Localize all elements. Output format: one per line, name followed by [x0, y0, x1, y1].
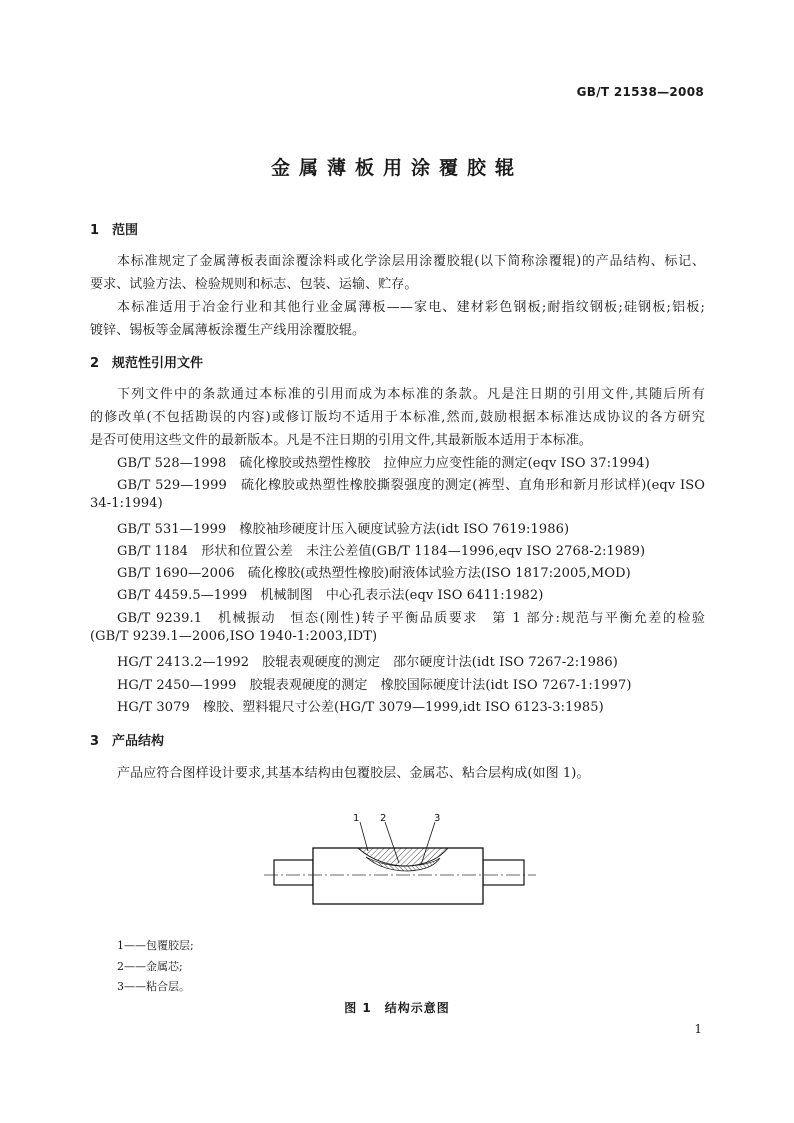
section-title: 范围 [112, 223, 139, 238]
s2-paragraph-line1: 下列文件中的条款通过本标准的引用而成为本标准的条款。凡是注日期的引用文件,其随后所有 [117, 387, 705, 402]
legend-item-2: 2——金属芯; [117, 960, 183, 973]
reference-item: HG/T 2450—1999 胶辊表观硬度的测定 橡胶国际硬度计法(idt ISO 7267-1:1997) [117, 678, 632, 693]
section-3-heading [90, 730, 164, 749]
legend-item-1: 1——包覆胶层; [117, 939, 194, 952]
s1-paragraph2-line2: 镀锌、锡板等金属薄板涂覆生产线用涂覆胶辊。 [90, 323, 366, 338]
reference-item: HG/T 3079 橡胶、塑料辊尺寸公差(HG/T 3079—1999,idt ISO 6123-3:1985) [117, 700, 604, 715]
reference-item: GB/T 1690—2006 硫化橡胶(或热塑性橡胶)耐液体试验方法(ISO 1817:2005,MOD) [117, 566, 631, 581]
s3-paragraph: 产品应符合图样设计要求,其基本结构由包覆胶层、金属芯、粘合层构成(如图 1)。 [117, 766, 590, 781]
figure-caption: 图 1 结构示意图 [344, 1001, 450, 1015]
reference-item: GB/T 528—1998 硫化橡胶或热塑性橡胶 拉伸应力应变性能的测定(eqv ISO 37:1994) [117, 456, 650, 471]
s1-paragraph2-line1: 本标准适用于冶金行业和其他行业金属薄板——家电、建材彩色钢板;耐指纹钢板;硅钢板;铝板; [117, 300, 705, 315]
roller-structure-diagram [260, 808, 540, 918]
reference-item-continuation: 34-1:1994) [90, 496, 163, 511]
document-title: 金属薄板用涂覆胶辊 [270, 157, 523, 179]
s1-paragraph1-line1: 本标准规定了金属薄板表面涂覆涂料或化学涂层用涂覆胶辊(以下简称涂覆辊)的产品结构、标记、 [117, 254, 705, 269]
callout-3: 3 [434, 813, 441, 824]
callout-1: 1 [353, 813, 360, 824]
section-title: 产品结构 [112, 734, 165, 749]
reference-item: GB/T 529—1999 硫化橡胶或热塑性橡胶撕裂强度的测定(裤型、直角形和新月形试样)(eqv ISO [117, 478, 705, 493]
page-number: 1 [694, 1022, 702, 1036]
s2-paragraph-line2: 的修改单(不包括勘误的内容)或修订版均不适用于本标准,然而,鼓励根据本标准达成协议的各方研究 [90, 410, 705, 425]
right-shaft-journal [483, 860, 524, 885]
section-title: 规范性引用文件 [112, 356, 204, 371]
reference-item: GB/T 4459.5—1999 机械制图 中心孔表示法(eqv ISO 6411:1982) [117, 588, 544, 603]
section-2-heading [90, 352, 203, 371]
left-shaft-journal [274, 860, 313, 885]
legend-item-3: 3——粘合层。 [117, 980, 190, 993]
reference-item-continuation: (GB/T 9239.1—2006,ISO 1940-1:2003,IDT) [90, 629, 378, 644]
reference-item: GB/T 1184 形状和位置公差 未注公差值(GB/T 1184—1996,eqv ISO 2768-2:1989) [117, 544, 646, 559]
s2-paragraph-line3: 是否可使用这些文件的最新版本。凡是不注日期的引用文件,其最新版本适用于本标准。 [90, 433, 593, 448]
section-number: 1 [90, 223, 100, 238]
s1-paragraph1-line2: 要求、试验方法、检验规则和标志、包装、运输、贮存。 [90, 277, 418, 292]
section-1-heading [90, 219, 138, 238]
section-number: 3 [90, 734, 100, 749]
standard-code: GB/T 21538—2008 [576, 85, 704, 99]
reference-item: GB/T 531—1999 橡胶袖珍硬度计压入硬度试验方法(idt ISO 7619:1986) [117, 522, 570, 537]
reference-item: HG/T 2413.2—1992 胶辊表观硬度的测定 邵尔硬度计法(idt ISO 7267-2:1986) [117, 655, 618, 670]
section-number: 2 [90, 356, 100, 371]
callout-2: 2 [380, 813, 387, 824]
reference-item: GB/T 9239.1 机械振动 恒态(刚性)转子平衡品质要求 第 1 部分:规范与平衡允差的检验 [117, 611, 705, 626]
